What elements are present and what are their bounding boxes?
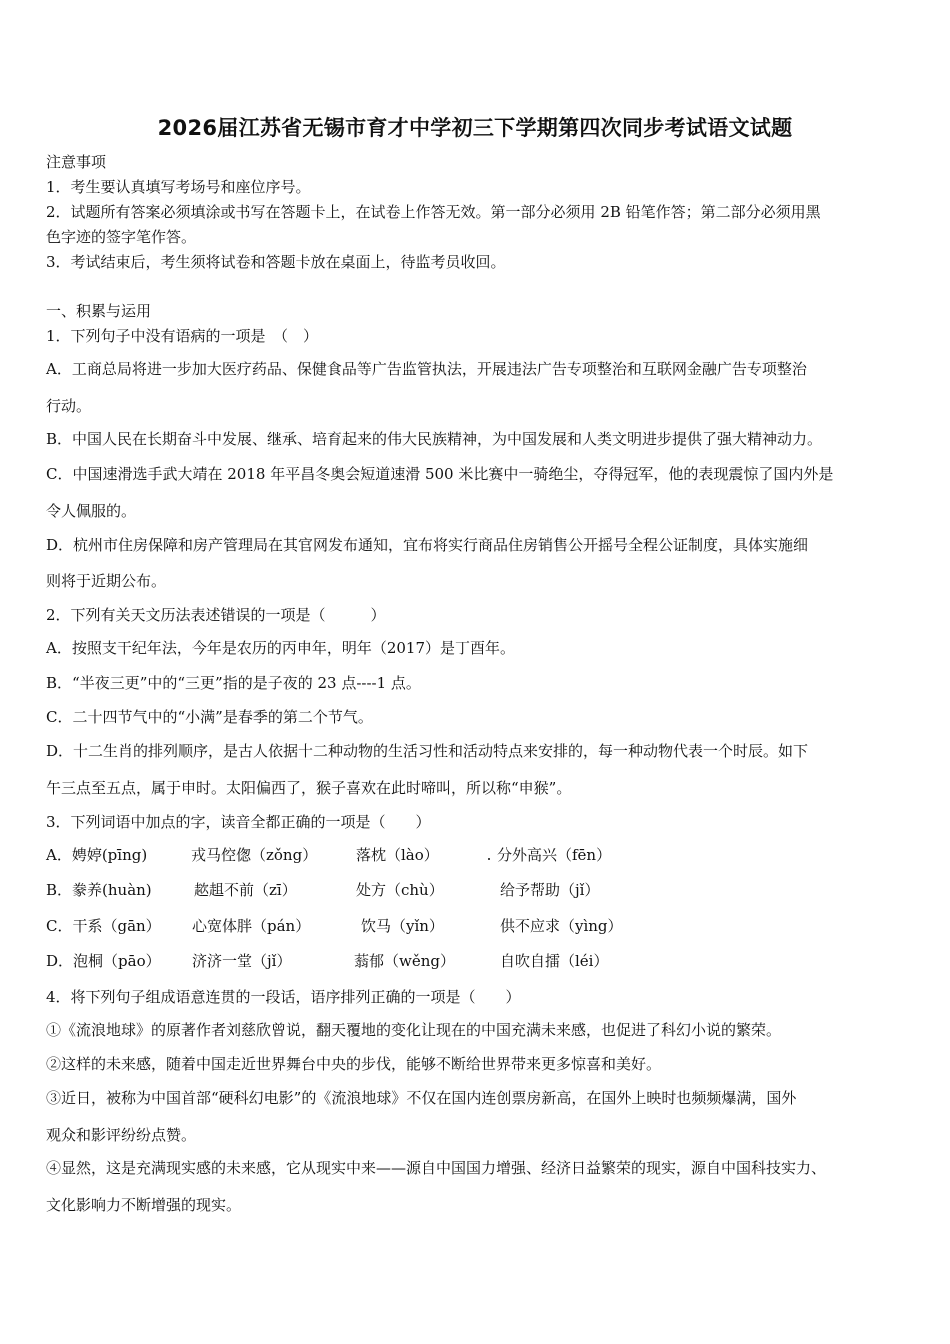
option-b-word4: 给予帮助（jǐ） [500, 881, 600, 899]
option-d-word2: 济济一堂（jǐ） [192, 952, 292, 970]
option-c: C．二十四节气中的“小满”是春季的第二个节气。 [46, 708, 373, 726]
sentence-4: ④显然，这是充满现实感的未来感，它从现实中来——源自中国国力增强、经济日益繁荣的现实，源自中国科技实力、 [46, 1159, 827, 1177]
question-stem: 3．下列词语中加点的字，读音全都正确的一项是（ ） [46, 813, 431, 831]
notice-item: 色字迹的签字笔作答。 [46, 228, 197, 246]
sentence-3: ③近日，被称为中国首部“硬科幻电影”的《流浪地球》不仅在国内连创票房新高，在国外上映时也频频爆满，国外 [46, 1089, 797, 1107]
notice-item: 2．试题所有答案必须填涂或书写在答题卡上，在试卷上作答无效。第一部分必须用 2B 铅笔作答；第二部分必须用黑 [46, 203, 821, 221]
option-b: B．中国人民在长期奋斗中发展、继承、培育起来的伟大民族精神，为中国发展和人类文明进步提供了强大精神动力。 [46, 430, 823, 448]
option-a-cont: 行动。 [46, 397, 92, 415]
option-d: D．杭州市住房保障和房产管理局在其官网发布通知，宜布将实行商品住房销售公开摇号全程公证制度，具体实施细 [46, 536, 809, 554]
option-a-word4: 分外高兴（fēn） [497, 846, 612, 864]
question-stem: 4．将下列句子组成语意连贯的一段话，语序排列正确的一项是（ ） [46, 988, 521, 1006]
emphasis-dot [488, 858, 490, 860]
notice-item: 1．考生要认真填写考场号和座位序号。 [46, 178, 311, 196]
option-a: A．工商总局将进一步加大医疗药品、保健食品等广告监管执法，开展违法广告专项整治和互联网金融广告专项整治 [46, 360, 807, 378]
sentence-4-cont: 文化影响力不断增强的现实。 [46, 1196, 242, 1214]
option-b-word1: B．豢养(huàn) [46, 881, 152, 899]
option-a-word3: 落枕（lào） [356, 846, 439, 864]
section-heading: 一、积累与运用 [46, 302, 152, 320]
option-b-word3: 处方（chù） [356, 881, 444, 899]
option-c-word4: 供不应求（yìng） [500, 917, 623, 935]
notice-heading: 注意事项 [46, 153, 107, 171]
option-d-word3: 蓊郁（wěng） [354, 952, 455, 970]
option-a-word2: 戎马倥偬（zǒng） [191, 846, 318, 864]
notice-item: 3．考试结束后，考生须将试卷和答题卡放在桌面上，待监考员收回。 [46, 253, 506, 271]
option-a: A．按照支干纪年法，今年是农历的丙申年，明年（2017）是丁酉年。 [46, 639, 516, 657]
option-c-word2: 心宽体胖（pán） [192, 917, 311, 935]
question-stem: 2．下列有关天文历法表述错误的一项是（ ） [46, 606, 386, 624]
page-title: 2026届江苏省无锡市育才中学初三下学期第四次同步考试语文试题 [157, 116, 793, 140]
option-d: D．十二生肖的排列顺序，是古人依据十二种动物的生活习性和活动特点来安排的，每一种动物代表一个时辰。如下 [46, 742, 809, 760]
sentence-1: ①《流浪地球》的原著作者刘慈欣曾说，翻天覆地的变化让现在的中国充满未来感，也促进了科幻小说的繁荣。 [46, 1021, 782, 1039]
option-c-word1: C．干系（gān） [46, 917, 161, 935]
sentence-3-cont: 观众和影评纷纷点赞。 [46, 1126, 197, 1144]
option-d-cont: 则将于近期公布。 [46, 572, 167, 590]
option-c-cont: 令人佩服的。 [46, 502, 137, 520]
option-d-word4: 自吹自擂（léi） [500, 952, 609, 970]
option-c-word3: 饮马（yǐn） [361, 917, 444, 935]
option-b-word2: 趑趄不前（zī） [194, 881, 297, 899]
option-c: C．中国速滑选手武大靖在 2018 年平昌冬奥会短道速滑 500 米比赛中一骑绝尘，夺得冠军，他的表现震惊了国内外是 [46, 465, 834, 483]
option-d-word1: D．泡桐（pāo） [46, 952, 161, 970]
option-b: B．“半夜三更”中的“三更”指的是子夜的 23 点----1 点。 [46, 674, 421, 692]
question-stem: 1．下列句子中没有语病的一项是 （ ） [46, 327, 319, 345]
option-a-word1: A．娉婷(pīng) [46, 846, 148, 864]
sentence-2: ②这样的未来感，随着中国走近世界舞台中央的步伐，能够不断给世界带来更多惊喜和美好。 [46, 1055, 662, 1073]
option-d-cont: 午三点至五点，属于申时。太阳偏西了，猴子喜欢在此时啼叫，所以称“申猴”。 [46, 779, 572, 797]
